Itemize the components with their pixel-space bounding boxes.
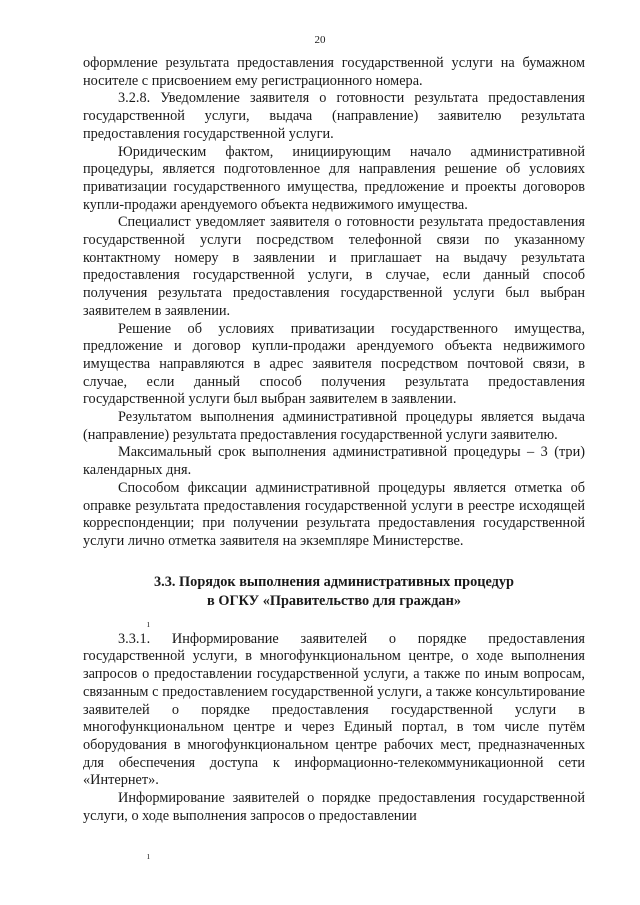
- paragraph: 3.2.8. Уведомление заявителя о готовности результата предоставления государственной услуги, выдача (направление) заявителю результата предоставления государственной услуги.: [83, 90, 585, 142]
- paragraph: Результатом выполнения административной процедуры является выдача (направление) результата предоставления государственной услуги заявителю.: [83, 409, 585, 443]
- paragraph: Решение об условиях приватизации государственного имущества, предложение и договор купли-продажи арендуемого объекта недвижимого имущества направляются в адрес заявителя посредством почтовой связи, в случае, если данный способ получения результата предоставления государственной услуги был выбран заявителем в заявлении.: [83, 320, 585, 408]
- paragraph: Специалист уведомляет заявителя о готовности результата предоставления государственной услуги посредством телефонной связи по указанному контактному номеру в заявлении и приглашает на выдачу результата предоставления государственной услуги, в случае, если данный способ получения результата предоставления государственной услуги был выбран заявителем в заявлении.: [83, 214, 585, 319]
- paragraph: оформление результата предоставления государственной услуги на бумажном носителе с присвоением ему регистрационного номера.: [83, 55, 585, 89]
- paragraph: Максимальный срок выполнения административной процедуры – 3 (три) календарных дня.: [83, 444, 585, 479]
- section-heading: [83, 573, 585, 611]
- heading-line-1: 3.3. Порядок выполнения административных процедур: [154, 573, 514, 590]
- document-body: [83, 55, 585, 825]
- heading-line-2: в ОГКУ «Правительство для граждан»: [207, 592, 461, 609]
- section-3-2-8: [83, 55, 585, 551]
- paragraph: Информирование заявителей о порядке предоставления государственной услуги, о ходе выполнения запросов о предоставлении: [83, 790, 585, 824]
- paragraph: 3.3.1. Информирование заявителей о порядке предоставления государственной услуги, в многофункциональном центре, о ходе выполнения запросов о предоставлении государственной услуги, а также по иным вопросам, связанным с предоставлением государственной услуги, а также консультирование заявителей о порядке предоставления государственной услуги в многофункциональном центре и через Единый портал, в том числе путём оборудования в многофункциональном центре рабочих мест, предназначенных для обеспечения доступа к информационно-телекоммуникационной сети «Интернет».: [83, 630, 585, 789]
- scan-mark: ı: [147, 851, 150, 862]
- paragraph: Способом фиксации административной процедуры является отметка об оправке результата предоставления государственной услуги в реестре исходящей корреспонденции; при получении результата предоставления государственной услуги лично отметка заявителя на экземпляре Министерстве.: [83, 479, 585, 549]
- paragraph: Юридическим фактом, инициирующим начало административной процедуры, является подготовленное для направления решение об условиях приватизации государственного имущества, предложение и проекты договоров купли-продажи арендуемого объекта недвижимого имущества.: [83, 143, 585, 213]
- section-3-3: [83, 631, 585, 826]
- scan-mark: ı: [147, 619, 150, 630]
- page-number: 20: [314, 34, 326, 46]
